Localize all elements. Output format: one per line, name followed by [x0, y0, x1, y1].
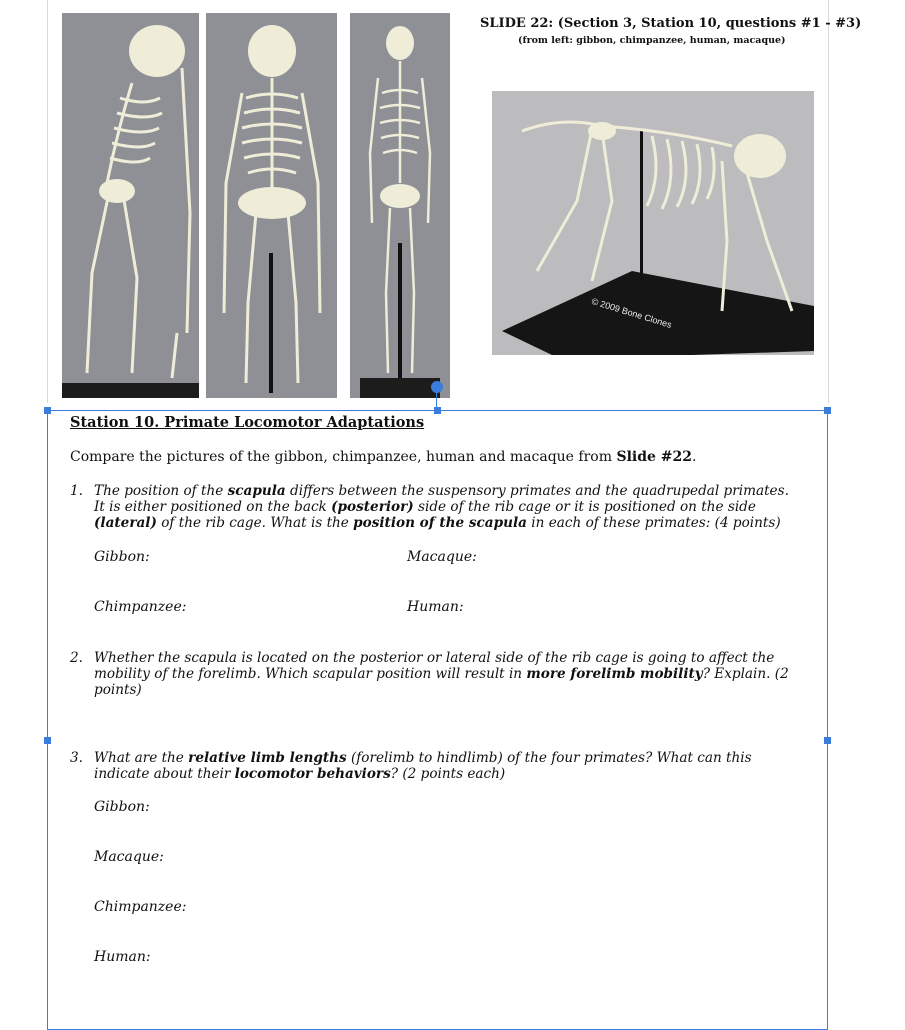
intro-end: .: [691, 449, 697, 465]
q1-text: The position of the scapula differs between the suspensory primates and the quadrupedal primates. It is either positioned on the back (posterior) side of the rib cage or it is positioned on the side (lateral) of the rib cage. What is the position of the scapula in each of these primates: (4 points): [94, 483, 789, 531]
slide-subtitle: (from left: gibbon, chimpanzee, human, macaque): [518, 35, 786, 46]
copyright-text: © 2009 Bone Clones: [590, 296, 673, 330]
q2-number: 2.: [70, 650, 83, 666]
q1-chimpanzee-label: Chimpanzee:: [94, 599, 187, 615]
intro-bold: Slide #22: [616, 449, 692, 465]
chimpanzee-skeleton-photo: [206, 13, 337, 398]
q3-number: 3.: [70, 750, 83, 766]
slide-title: SLIDE 22: (Section 3, Station 10, questions #1 - #3): [480, 16, 862, 31]
resize-handle-top-left[interactable]: [44, 407, 51, 414]
q3-text: What are the relative limb lengths (forelimb to hindlimb) of the four primates? What can this indicate about their locomotor behaviors? (2 points each): [94, 750, 752, 782]
human-skeleton: [350, 13, 450, 398]
resize-handle-middle-left[interactable]: [44, 737, 51, 744]
intro-text: Compare the pictures of the gibbon, chimpanzee, human and macaque from: [70, 449, 612, 465]
q3-macaque-label: Macaque:: [94, 849, 164, 865]
q1-gibbon-label: Gibbon:: [94, 549, 150, 565]
chimpanzee-skeleton: [206, 13, 337, 398]
rotate-handle-stem: [436, 392, 437, 408]
station-title: Station 10. Primate Locomotor Adaptations: [70, 414, 425, 431]
resize-handle-middle-right[interactable]: [824, 737, 831, 744]
rotate-handle[interactable]: [431, 381, 443, 393]
q3-human-label: Human:: [94, 949, 151, 965]
q3-chimpanzee-label: Chimpanzee:: [94, 899, 187, 915]
human-skeleton-photo: [350, 13, 450, 398]
gibbon-skeleton: [62, 13, 199, 398]
resize-handle-top-center[interactable]: [434, 407, 441, 414]
q3-gibbon-label: Gibbon:: [94, 799, 150, 815]
gibbon-skeleton-photo: [62, 13, 199, 398]
q1-macaque-label: Macaque:: [407, 549, 477, 565]
q1-number: 1.: [70, 483, 83, 499]
resize-handle-top-right[interactable]: [824, 407, 831, 414]
intro-paragraph: [70, 449, 696, 465]
q2-text: Whether the scapula is located on the posterior or lateral side of the rib cage is going to affect the mobility of the forelimb. Which scapular position will result in more forelimb mobility? Explain. (2 points): [94, 650, 789, 698]
q1-human-label: Human:: [407, 599, 464, 615]
